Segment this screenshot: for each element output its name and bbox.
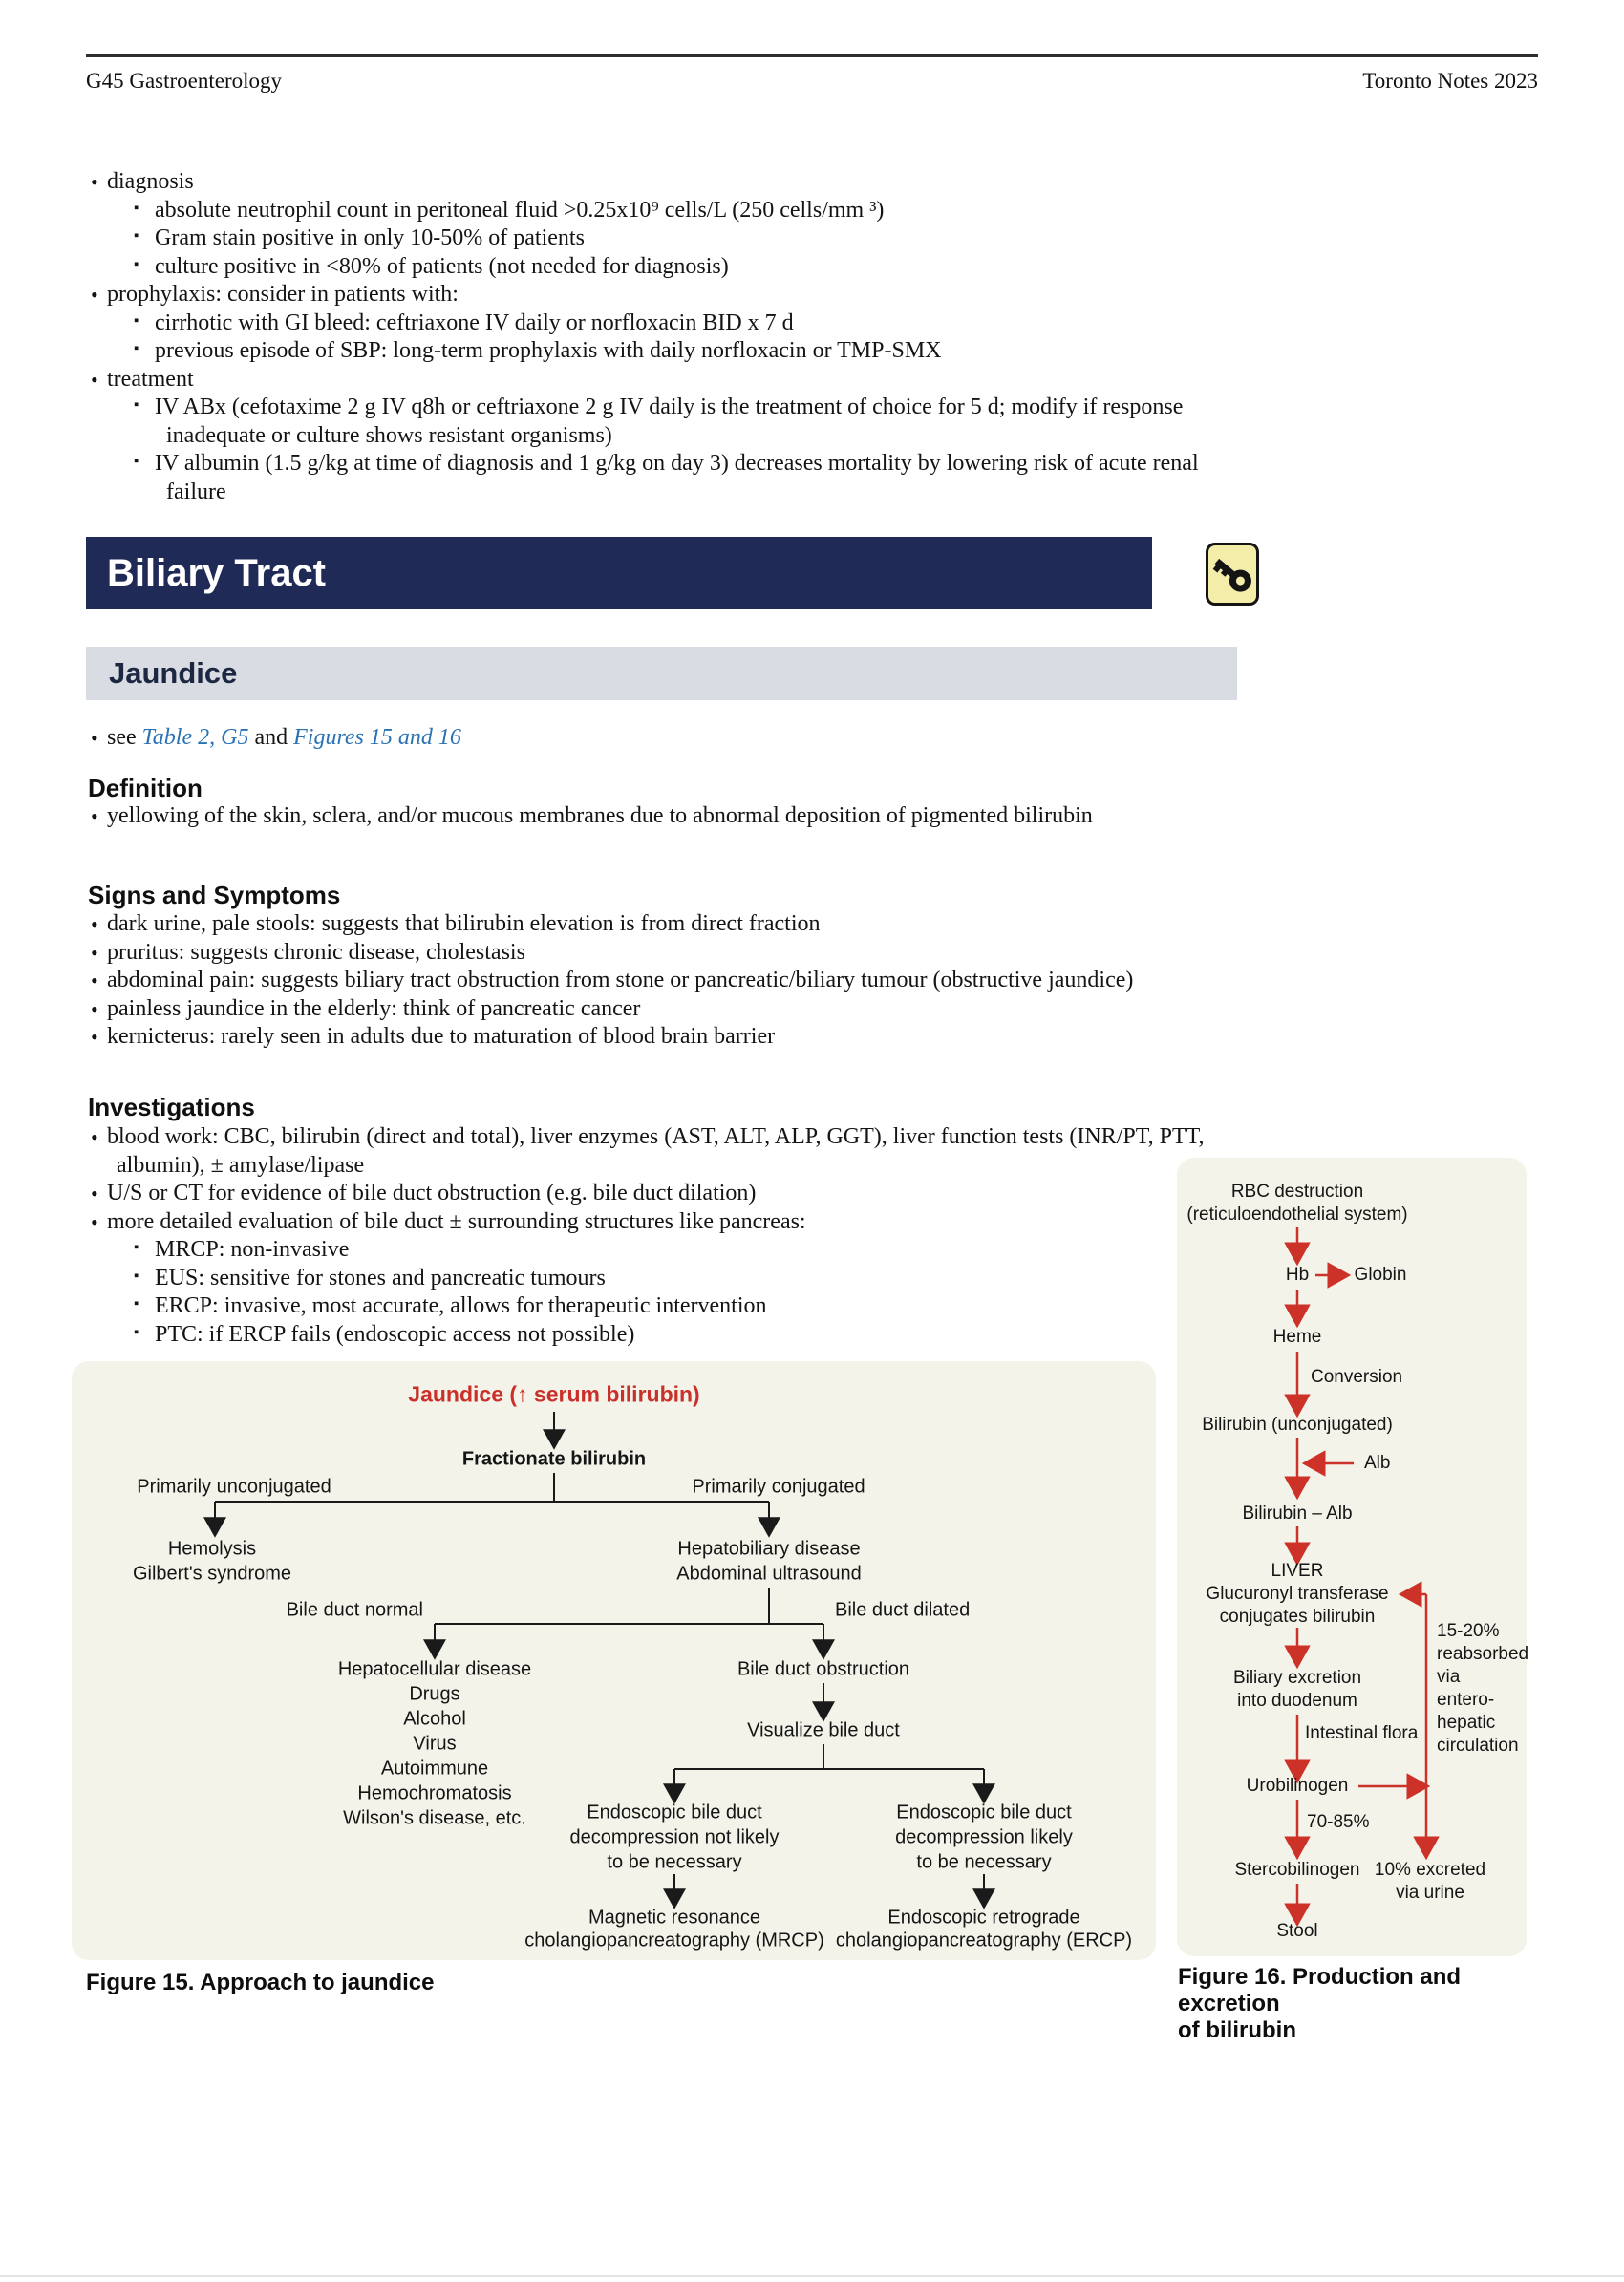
- fig15-node-mrcp: Magnetic resonance: [588, 1907, 761, 1929]
- fig16-node-globin: Globin: [1354, 1265, 1407, 1285]
- fig15-node-decomp-likely: decompression likely: [895, 1826, 1073, 1848]
- list-item: • dark urine, pale stools: suggests that bilirubin elevation is from direct fraction: [86, 910, 1228, 939]
- fig16-label-reabsorbed: 15-20%: [1437, 1621, 1500, 1641]
- link-figures-15-16[interactable]: Figures 15 and 16: [293, 725, 461, 750]
- header-rule: [86, 54, 1538, 57]
- fig15-node-hepatocellular: Hepatocellular disease: [337, 1658, 532, 1680]
- key-icon: [1206, 543, 1259, 606]
- list-item: • yellowing of the skin, sclera, and/or mucous membranes due to abnormal deposition of pigmented bilirubin: [86, 802, 1228, 831]
- list-item: ▪ ERCP: invasive, most accurate, allows for therapeutic intervention: [86, 1292, 1228, 1321]
- fig16-node-10pct-excreted: 10% excreted: [1374, 1860, 1486, 1880]
- figure16-caption: [1178, 1964, 1541, 2044]
- page-header-right: Toronto Notes 2023: [1362, 69, 1538, 93]
- fig16-label-conversion: Conversion: [1311, 1367, 1403, 1387]
- fig16-label-reabsorbed: entero-: [1437, 1690, 1495, 1710]
- fig15-label-bile-duct-dilated: Bile duct dilated: [835, 1599, 971, 1621]
- key-icon-glyph: [1208, 545, 1256, 603]
- fig15-node-ercp: cholangiopancreatography (ERCP): [835, 1930, 1133, 1951]
- list-item: • painless jaundice in the elderly: think of pancreatic cancer: [86, 995, 1228, 1024]
- fig16-label-70-85: 70-85%: [1307, 1812, 1370, 1832]
- fig16-node-biliary-excretion: Biliary excretion: [1232, 1668, 1362, 1688]
- figure16-connectors: [1177, 1158, 1527, 1956]
- fig15-node-decomp-not-likely: to be necessary: [607, 1851, 742, 1873]
- section-banner-biliary-tract: Biliary Tract: [86, 537, 1152, 609]
- list-item: ▪ EUS: sensitive for stones and pancreatic tumours: [86, 1265, 1228, 1293]
- fig15-node-drugs: Drugs: [409, 1683, 460, 1705]
- fig15-label-bile-duct-normal: Bile duct normal: [286, 1599, 423, 1621]
- list-item: ▪ culture positive in <80% of patients (not needed for diagnosis): [86, 253, 1228, 282]
- list-item: ▪ PTC: if ERCP fails (endoscopic access not possible): [86, 1321, 1228, 1350]
- fig16-label-intestinal-flora: Intestinal flora: [1305, 1723, 1419, 1743]
- figure15-approach-to-jaundice: [72, 1361, 1156, 1960]
- list-item: ▪ MRCP: non-invasive: [86, 1236, 1228, 1265]
- sbp-top-list: [86, 168, 1228, 506]
- fig15-node-jaundice-title: Jaundice (↑ serum bilirubin): [408, 1381, 700, 1407]
- investigations-list: [86, 1123, 1228, 1349]
- fig16-node-conjugates-bilirubin: conjugates bilirubin: [1219, 1607, 1376, 1627]
- fig15-label-primarily-conjugated: Primarily conjugated: [692, 1476, 865, 1498]
- fig15-node-mrcp: cholangiopancreatography (MRCP): [524, 1930, 824, 1951]
- subsection-banner-jaundice: Jaundice: [86, 647, 1237, 700]
- figure16-caption-line1: Figure 16. Production and excretion: [1178, 1964, 1462, 2016]
- fig15-node-ercp: Endoscopic retrograde: [887, 1907, 1080, 1929]
- fig15-node-abdominal-us: Abdominal ultrasound: [676, 1563, 862, 1585]
- list-item: ▪ IV albumin (1.5 g/kg at time of diagnosis and 1 g/kg on day 3) decreases mortality by lowering risk of acute renal failure: [86, 450, 1228, 506]
- list-item: • pruritus: suggests chronic disease, cholestasis: [86, 939, 1228, 968]
- fig15-node-fractionate: Fractionate bilirubin: [461, 1448, 647, 1470]
- fig16-label-reabsorbed: hepatic: [1437, 1713, 1496, 1733]
- list-item: ▪ cirrhotic with GI bleed: ceftriaxone IV daily or norfloxacin BID x 7 d: [86, 309, 1228, 338]
- fig15-node-bile-duct-obstruction: Bile duct obstruction: [737, 1658, 910, 1680]
- fig16-node-glucuronyl-transferase: Glucuronyl transferase: [1206, 1584, 1389, 1604]
- fig16-label-reabsorbed: via: [1437, 1667, 1461, 1687]
- list-item: • diagnosis: [86, 168, 1228, 197]
- fig16-label-reabsorbed: circulation: [1437, 1736, 1519, 1756]
- fig16-node-via-urine: via urine: [1396, 1883, 1464, 1903]
- bottom-hairline: [0, 2275, 1624, 2277]
- list-item: • kernicterus: rarely seen in adults due to maturation of blood brain barrier: [86, 1023, 1228, 1052]
- see-also-line: [86, 724, 1228, 753]
- list-item: • abdominal pain: suggests biliary tract obstruction from stone or pancreatic/biliary tumour (obstructive jaundice): [86, 967, 1228, 995]
- list-item: • blood work: CBC, bilirubin (direct and total), liver enzymes (AST, ALT, ALP, GGT), liver function tests (INR/PT, PTT, albumin), ± amylase/lipase: [86, 1123, 1228, 1180]
- fig16-node-rbc-destruction: RBC destruction: [1230, 1182, 1364, 1202]
- fig16-node-into-duodenum: into duodenum: [1237, 1691, 1357, 1711]
- figure15-caption: Figure 15. Approach to jaundice: [86, 1970, 435, 1995]
- figure16-bilirubin-pathway: [1177, 1158, 1527, 1956]
- fig16-node-alb: Alb: [1364, 1453, 1391, 1473]
- fig15-node-decomp-not-likely: Endoscopic bile duct: [587, 1802, 762, 1823]
- list-item: ▪ Gram stain positive in only 10-50% of patients: [86, 224, 1228, 253]
- fig16-node-liver: LIVER: [1271, 1561, 1324, 1581]
- list-item: • U/S or CT for evidence of bile duct obstruction (e.g. bile duct dilation): [86, 1180, 1228, 1208]
- fig16-node-reticuloendothelial: (reticuloendothelial system): [1186, 1205, 1408, 1225]
- fig16-node-stercobilinogen: Stercobilinogen: [1234, 1860, 1360, 1880]
- fig15-node-hemolysis: Hemolysis: [167, 1538, 257, 1560]
- see-prefix: see: [107, 725, 142, 750]
- fig15-node-virus: Virus: [413, 1733, 457, 1755]
- fig15-node-decomp-not-likely: decompression not likely: [569, 1826, 780, 1848]
- list-item: ▪ previous episode of SBP: long-term prophylaxis with daily norfloxacin or TMP-SMX: [86, 337, 1228, 366]
- fig15-node-gilberts: Gilbert's syndrome: [132, 1563, 292, 1585]
- fig16-node-hb: Hb: [1285, 1265, 1310, 1285]
- signs-list: [86, 910, 1228, 1052]
- list-item: • treatment: [86, 366, 1228, 395]
- fig15-node-decomp-likely: Endoscopic bile duct: [896, 1802, 1072, 1823]
- fig15-node-visualize-bile-duct: Visualize bile duct: [747, 1719, 900, 1741]
- fig16-node-urobilinogen: Urobilinogen: [1246, 1776, 1349, 1796]
- fig16-node-bilirubin-unconjugated: Bilirubin (unconjugated): [1202, 1415, 1393, 1435]
- see-mid: and: [248, 725, 294, 750]
- link-table2-g5[interactable]: Table 2, G5: [141, 725, 249, 750]
- heading-investigations: Investigations: [88, 1093, 255, 1121]
- see-also: [86, 724, 1228, 753]
- fig15-node-decomp-likely: to be necessary: [916, 1851, 1052, 1873]
- fig16-node-stool: Stool: [1276, 1921, 1318, 1941]
- fig15-node-hemochromatosis: Hemochromatosis: [357, 1782, 512, 1804]
- fig15-node-wilsons: Wilson's disease, etc.: [343, 1807, 526, 1829]
- fig15-node-alcohol: Alcohol: [403, 1708, 466, 1730]
- fig15-label-primarily-unconjugated: Primarily unconjugated: [137, 1476, 331, 1498]
- list-item: • prophylaxis: consider in patients with:: [86, 281, 1228, 309]
- fig16-node-bilirubin-alb: Bilirubin – Alb: [1242, 1504, 1353, 1524]
- page-header-left: G45 Gastroenterology: [86, 69, 283, 93]
- list-item: ▪ absolute neutrophil count in peritoneal fluid >0.25x10⁹ cells/L (250 cells/mm ³): [86, 197, 1228, 225]
- fig16-node-heme: Heme: [1272, 1327, 1322, 1347]
- fig16-label-reabsorbed: reabsorbed: [1437, 1644, 1529, 1664]
- fig15-node-autoimmune: Autoimmune: [380, 1758, 489, 1780]
- fig15-node-hepatobiliary: Hepatobiliary disease: [677, 1538, 861, 1560]
- list-item: • more detailed evaluation of bile duct ± surrounding structures like pancreas:: [86, 1208, 1228, 1237]
- figure16-caption-line2: of bilirubin: [1178, 2017, 1296, 2043]
- list-item: ▪ IV ABx (cefotaxime 2 g IV q8h or ceftriaxone 2 g IV daily is the treatment of choice for 5 d; modify if response inadequate or culture shows resistant organisms): [86, 394, 1228, 450]
- heading-signs-symptoms: Signs and Symptoms: [88, 881, 341, 909]
- heading-definition: Definition: [88, 774, 203, 802]
- definition-list: [86, 802, 1228, 831]
